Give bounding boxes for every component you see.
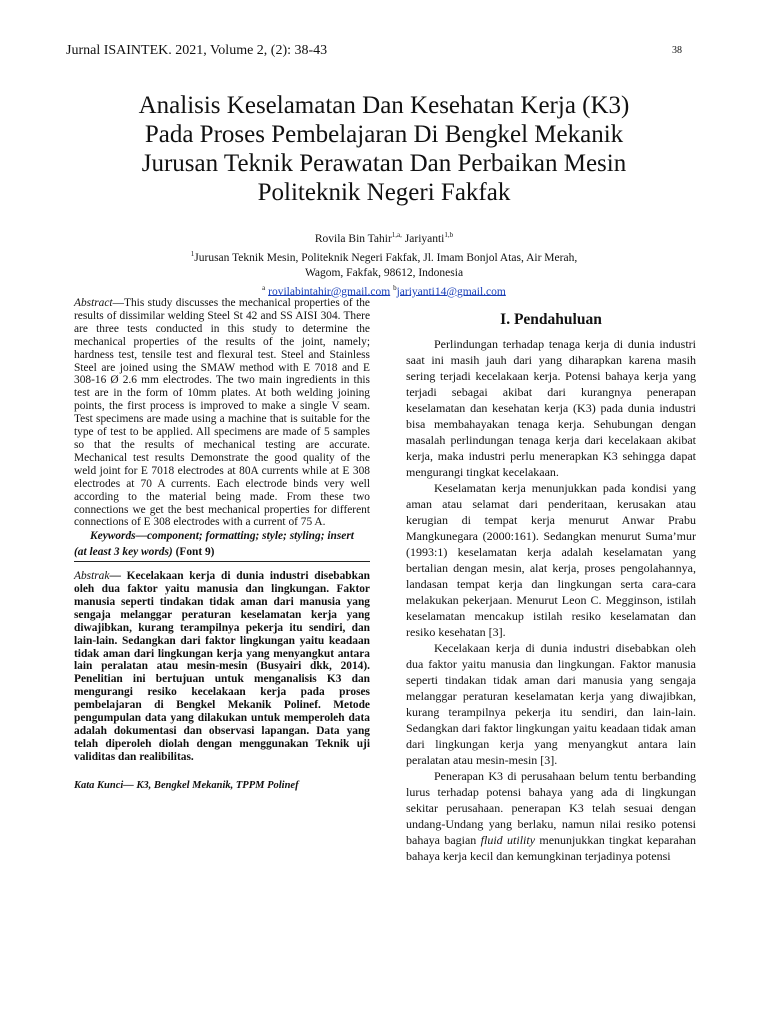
journal-citation: Jurnal ISAINTEK. 2021, Volume 2, (2): 38-43	[66, 43, 328, 58]
section-heading: I. Pendahuluan	[500, 311, 602, 328]
affiliation-line-2: Wagom, Fakfak, 98612, Indonesia	[304, 266, 464, 279]
divider-rule	[74, 561, 370, 562]
keywords-font-note: (Font 9)	[172, 546, 215, 559]
author-2: Jariyanti	[401, 232, 445, 245]
affiliation	[70, 247, 698, 266]
keywords-line-1: Keywords—component; formatting; style; styling; insert	[90, 530, 354, 543]
paragraph-4-end: menunjukkan tingkat keparahan bahaya kerja kecil dan kemungkinan terjadinya potensi	[406, 833, 697, 863]
abstract-text	[74, 297, 370, 529]
page-number: 38	[672, 45, 682, 56]
title-line: Politeknik Negeri Fakfak	[257, 179, 511, 206]
title-line: Pada Proses Pembelajaran Di Bengkel Mekanik	[144, 121, 624, 148]
paragraph-4	[406, 768, 696, 864]
author-2-sup: 1,b	[444, 231, 454, 239]
paragraph-1: Perlindungan terhadap tenaga kerja di dunia industri saat ini masih jauh dari yang diharapkan karena masih sering terjadi kecelakaan kerja. Potensi bahaya kerja yang terjadi sebagai akibat dari kurangnya penerapan keselamatan dan kesehatan kerja (K3) pada dunia industri bisa membahayakan tenaga kerja. Sehubungan dengan masalah perlindungan tenaga kerja dari kecelakaan akibat kerja, maka industri perlu menerapkan K3 sehingga dapat mengurangi tingkat kecelakaan.	[406, 337, 696, 479]
abstrak-label: Abstrak	[74, 570, 110, 583]
email-link-b[interactable]: jariyanti14@gmail.com	[396, 285, 506, 298]
kata-kunci: Kata Kunci— K3, Bengkel Mekanik, TPPM Polinef	[74, 779, 299, 791]
abstrak-text	[74, 570, 370, 764]
title-line: Jurusan Teknik Perawatan Dan Perbaikan Mesin	[141, 150, 627, 177]
affiliation-line-1: Jurusan Teknik Mesin, Politeknik Negeri Fakfak, Jl. Imam Bonjol Atas, Air Merah,	[194, 251, 578, 264]
left-column	[74, 297, 370, 793]
right-column	[406, 312, 696, 864]
abstract-body: —This study discusses the mechanical properties of the results of dissimilar welding Steel St 42 and SS AISI 304. There are three tests conducted in this study to determine the mechanical properties of the results of the joint, namely; hardness test, tensile test and flexural test. Steel and Stainless Steel are joined using the SMAW method with E 7018 and E 308-16 Ø 2.6 mm electrodes. The two main ingredients in this test are in the form of 10mm plates. At both welding joining points, the first process is improved to make a single V seam. Test specimens are made using a machine that is suitable for the type of test to be applied. All specimens are made of 5 samples so that the results of mechanical testing are accurate. Mechanical test results Demonstrate the good quality of the weld joint for E 7018 electrodes at 80A currents while at E 308 electrodes at 70 A currents. Each electrode binds very well according to the material being made. From these two connections we get the best mechanical properties for different connections of E 308 electrodes with a current of 75 A.	[74, 297, 370, 529]
email-link-a[interactable]: rovilabintahir@gmail.com	[268, 285, 391, 298]
paragraph-4-start: Penerapan K3 di perusahaan belum tentu berbanding lurus terhadap potensi bahaya yang ada di lingkungan sekitar perusahaan. penerapan K3 telah sesuai dengan undang-Undang yang berlaku, namun nilai resiko potensi bahaya bagian	[406, 769, 696, 847]
author-1: Rovila Bin Tahir	[314, 232, 392, 245]
paragraph-3: Kecelakaan kerja di dunia industri disebabkan oleh dua faktor yaitu manusia dan lingkungan. Faktor manusia seperti tindakan tidak aman dari manusia yang sengaja melanggar peraturan keselamatan kerja yang diwajibkan, kurang terampilnya pekerja itu sendiri, dan lain-lain. Sedangkan dari faktor lingkungan yaitu keadaan tidak aman dari lingkungan kerja yang menyangkut antara lain peralatan atau mesin-mesin [3].	[406, 641, 696, 767]
abstract-english	[74, 297, 370, 559]
author-names	[70, 228, 698, 247]
affiliation-sup: 1	[190, 249, 195, 258]
email-a-sup: a	[262, 283, 266, 292]
running-header	[66, 43, 682, 59]
keywords-line-2	[74, 546, 370, 559]
title-line: Analisis Keselamatan Dan Kesehatan Kerja (K3)	[138, 92, 630, 119]
author-block	[70, 228, 698, 299]
author-1-sup: 1,a,	[391, 231, 402, 239]
paragraph-2: Keselamatan kerja menunjukkan pada kondisi yang aman atau selamat dari penderitaan, kerusakan atau kerugian di tempat kerja menurut Anwar Prabu Mangkunegara (2000:161). Sedangkan menurut Suma’mur (1993:1) keselamatan kerja adalah keselamatan yang bertalian dengan mesin, alat kerja, proses pengolahannya, landasan tempat kerja dan lingkungan serta cara-cara melakukan pekerjaan. Menurut Leon C. Megginson, istilah keselamatan mencakup istilah resiko keselamatan dan resiko kesehatan [3].	[406, 481, 696, 639]
abstract-label: Abstract	[74, 297, 113, 309]
abstrak-body: — Kecelakaan kerja di dunia industri disebabkan oleh dua faktor yaitu manusia dan lingkungan. Faktor manusia seperti tindakan tidak aman dari manusia yang sengaja melanggar peraturan keselamatan kerja yang diwajibkan, kurang terampilnya pekerja itu sendiri, dan lain-lain. Sedangkan dari faktor lingkungan yaitu keadaan tidak aman dari lingkungan kerja yang menyangkut antara lain peralatan atau mesin-mesin (Busyairi dkk, 2014). Penelitian ini bertujuan untuk menganalisis K3 dan mengurangi resiko kecelakaan kerja pada proses pembelajaran di Bengkel Mekanik Polinef. Metode pengumpulan data yang dilakukan untuk memperoleh data adalah dokumentasi dan observasi lapangan. Data yang telah diperoleh diolah dengan menggunakan Teknik uji validitas dan realibilitas.	[74, 570, 370, 763]
keywords-hint: (at least 3 key words)	[74, 546, 173, 559]
paper-title	[70, 91, 698, 207]
abstrak-indonesian	[74, 570, 370, 793]
email-b-sup: b	[393, 283, 397, 292]
paragraph-4-italic: fluid utility	[480, 833, 536, 847]
